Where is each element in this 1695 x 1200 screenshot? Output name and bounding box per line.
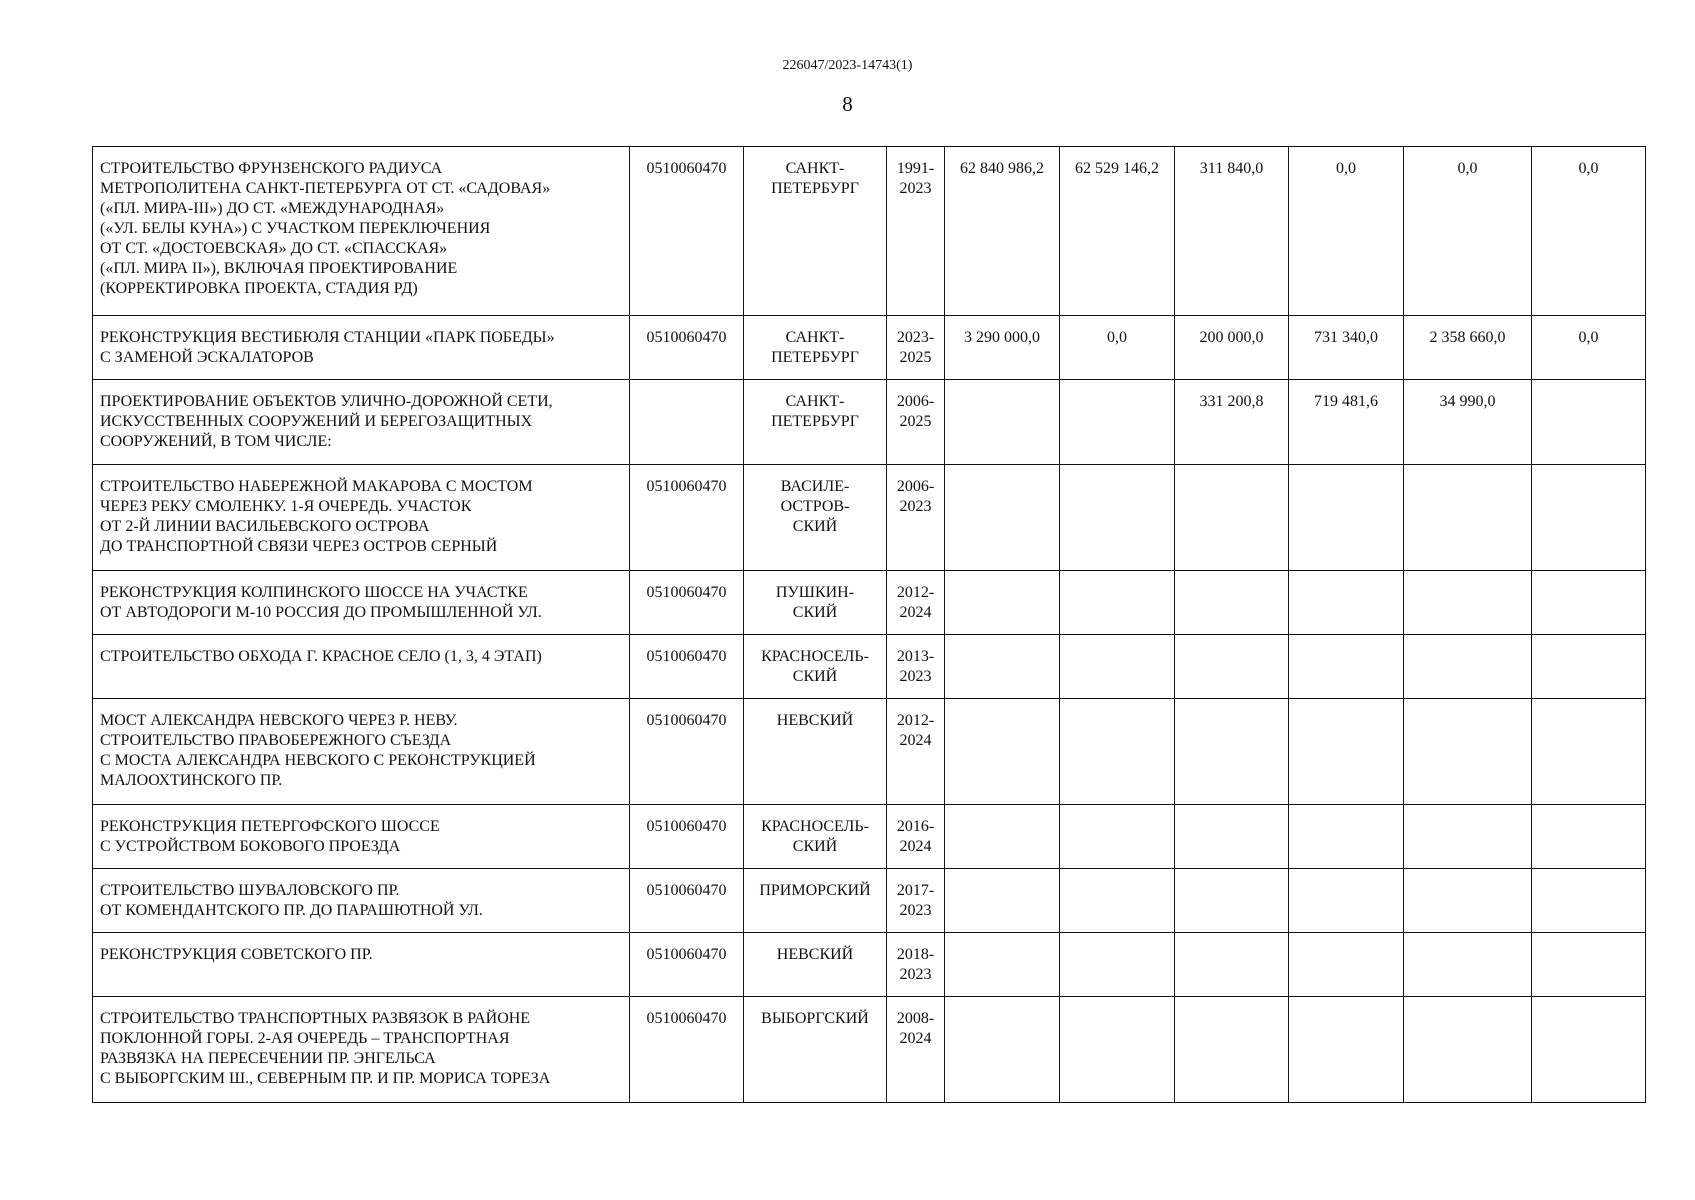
district-cell xyxy=(744,997,887,1103)
funding-2026-cell-text: 0,0 xyxy=(1578,329,1599,346)
budget-code-cell xyxy=(630,635,744,699)
years-cell xyxy=(887,316,945,380)
prior-funding-cell xyxy=(1060,380,1175,465)
years-cell xyxy=(887,380,945,465)
project-name-cell xyxy=(93,635,630,699)
project-name-cell xyxy=(93,933,630,997)
project-name-cell-text: РЕКОНСТРУКЦИЯ ВЕСТИБЮЛЯ СТАНЦИИ «ПАРК ПОБЕДЫ» С ЗАМЕНОЙ ЭСКАЛАТОРОВ xyxy=(100,329,555,366)
prior-funding-cell xyxy=(1060,933,1175,997)
budget-code-cell-text: 0510060470 xyxy=(646,1010,727,1027)
total-cost-cell xyxy=(945,380,1060,465)
funding-2023-cell xyxy=(1175,869,1289,933)
table-row xyxy=(93,699,1646,805)
project-name-cell xyxy=(93,316,630,380)
funding-2024-cell xyxy=(1289,316,1404,380)
funding-2026-cell xyxy=(1532,465,1646,571)
funding-2024-cell xyxy=(1289,805,1404,869)
district-cell xyxy=(744,571,887,635)
budget-code-cell-text: 0510060470 xyxy=(646,818,727,835)
budget-code-cell xyxy=(630,147,744,316)
funding-2023-cell-text: 331 200,8 xyxy=(1199,393,1264,410)
funding-2025-cell xyxy=(1404,635,1532,699)
total-cost-cell xyxy=(945,997,1060,1103)
funding-2026-cell xyxy=(1532,635,1646,699)
years-cell-text: 2018- 2023 xyxy=(896,946,935,983)
project-name-cell xyxy=(93,380,630,465)
district-cell xyxy=(744,147,887,316)
project-name-cell xyxy=(93,997,630,1103)
funding-2024-cell-text: 731 340,0 xyxy=(1314,329,1378,346)
funding-2023-cell xyxy=(1175,997,1289,1103)
funding-2026-cell xyxy=(1532,933,1646,997)
budget-code-cell xyxy=(630,465,744,571)
funding-2023-cell xyxy=(1175,147,1289,316)
funding-2023-cell xyxy=(1175,571,1289,635)
district-cell-text: КРАСНОСЕЛЬ- СКИЙ xyxy=(761,648,869,685)
district-cell xyxy=(744,635,887,699)
funding-2023-cell xyxy=(1175,380,1289,465)
years-cell-text: 2006- 2023 xyxy=(896,478,935,515)
project-name-cell-text: РЕКОНСТРУКЦИЯ ПЕТЕРГОФСКОГО ШОССЕ С УСТРОЙСТВОМ БОКОВОГО ПРОЕЗДА xyxy=(100,818,440,855)
funding-2024-cell xyxy=(1289,635,1404,699)
prior-funding-cell xyxy=(1060,997,1175,1103)
budget-code-cell xyxy=(630,869,744,933)
total-cost-cell xyxy=(945,465,1060,571)
prior-funding-cell xyxy=(1060,571,1175,635)
funding-2023-cell xyxy=(1175,699,1289,805)
funding-2025-cell xyxy=(1404,997,1532,1103)
funding-2023-cell xyxy=(1175,933,1289,997)
budget-code-cell xyxy=(630,805,744,869)
project-name-cell xyxy=(93,699,630,805)
years-cell-text: 1991- 2023 xyxy=(896,160,935,197)
district-cell-text: КРАСНОСЕЛЬ- СКИЙ xyxy=(761,818,869,855)
district-cell-text: САНКТ- ПЕТЕРБУРГ xyxy=(771,393,859,430)
district-cell xyxy=(744,380,887,465)
funding-2024-cell xyxy=(1289,465,1404,571)
total-cost-cell xyxy=(945,635,1060,699)
project-name-cell-text: СТРОИТЕЛЬСТВО ТРАНСПОРТНЫХ РАЗВЯЗОК В РАЙОНЕ ПОКЛОННОЙ ГОРЫ. 2-АЯ ОЧЕРЕДЬ – ТРАНСПОРТНАЯ РАЗВЯЗКА НА ПЕРЕСЕЧЕНИИ ПР. ЭНГЕЛЬСА С ВЫБОРГСКИМ Ш., СЕВЕРНЫМ ПР. И ПР. МОРИСА ТОРЕЗА xyxy=(100,1010,551,1087)
funding-2026-cell xyxy=(1532,571,1646,635)
total-cost-cell xyxy=(945,933,1060,997)
years-cell xyxy=(887,997,945,1103)
district-cell-text: ПУШКИН- СКИЙ xyxy=(775,584,855,621)
project-name-cell-text: СТРОИТЕЛЬСТВО ШУВАЛОВСКОГО ПР. ОТ КОМЕНДАНТСКОГО ПР. ДО ПАРАШЮТНОЙ УЛ. xyxy=(100,882,483,919)
funding-2024-cell xyxy=(1289,933,1404,997)
funding-2025-cell xyxy=(1404,465,1532,571)
funding-2024-cell-text: 0,0 xyxy=(1336,160,1356,177)
years-cell xyxy=(887,869,945,933)
years-cell xyxy=(887,933,945,997)
years-cell-text: 2023- 2025 xyxy=(896,329,935,366)
project-name-cell-text: МОСТ АЛЕКСАНДРА НЕВСКОГО ЧЕРЕЗ Р. НЕВУ. СТРОИТЕЛЬСТВО ПРАВОБЕРЕЖНОГО СЪЕЗДА С МОСТА АЛЕКСАНДРА НЕВСКОГО С РЕКОНСТРУКЦИЕЙ МАЛООХТИНСКОГО ПР. xyxy=(100,712,536,789)
funding-2023-cell xyxy=(1175,635,1289,699)
prior-funding-cell xyxy=(1060,316,1175,380)
table-row xyxy=(93,869,1646,933)
table-row xyxy=(93,933,1646,997)
funding-2024-cell xyxy=(1289,997,1404,1103)
funding-2024-cell xyxy=(1289,869,1404,933)
budget-code-cell xyxy=(630,571,744,635)
years-cell-text: 2012- 2024 xyxy=(896,584,935,621)
page-number: 8 xyxy=(842,92,853,116)
project-name-cell xyxy=(93,869,630,933)
table-row xyxy=(93,805,1646,869)
project-name-cell xyxy=(93,805,630,869)
funding-2023-cell-text: 200 000,0 xyxy=(1199,329,1264,346)
prior-funding-cell xyxy=(1060,147,1175,316)
funding-2026-cell xyxy=(1532,380,1646,465)
table-row xyxy=(93,635,1646,699)
district-cell xyxy=(744,805,887,869)
prior-funding-cell xyxy=(1060,869,1175,933)
table-row xyxy=(93,147,1646,316)
funding-2025-cell xyxy=(1404,869,1532,933)
district-cell-text: САНКТ- ПЕТЕРБУРГ xyxy=(771,329,859,366)
project-name-cell xyxy=(93,147,630,316)
table-row xyxy=(93,465,1646,571)
funding-2025-cell xyxy=(1404,316,1532,380)
total-cost-cell xyxy=(945,869,1060,933)
years-cell xyxy=(887,805,945,869)
table-row xyxy=(93,997,1646,1103)
funding-2025-cell-text: 2 358 660,0 xyxy=(1429,329,1506,346)
years-cell xyxy=(887,465,945,571)
project-name-cell-text: СТРОИТЕЛЬСТВО ОБХОДА Г. КРАСНОЕ СЕЛО (1, 3, 4 ЭТАП) xyxy=(100,648,542,665)
years-cell xyxy=(887,699,945,805)
budget-code-cell-text: 0510060470 xyxy=(646,329,727,346)
district-cell xyxy=(744,869,887,933)
funding-2026-cell xyxy=(1532,805,1646,869)
funding-2025-cell-text: 34 990,0 xyxy=(1439,393,1496,410)
prior-funding-cell xyxy=(1060,699,1175,805)
total-cost-cell-text: 62 840 986,2 xyxy=(960,160,1044,177)
prior-funding-cell xyxy=(1060,465,1175,571)
total-cost-cell xyxy=(945,316,1060,380)
budget-code-cell-text: 0510060470 xyxy=(646,882,727,899)
funding-2026-cell xyxy=(1532,316,1646,380)
table-row xyxy=(93,380,1646,465)
funding-2026-cell xyxy=(1532,699,1646,805)
district-cell xyxy=(744,316,887,380)
budget-code-cell-text: 0510060470 xyxy=(646,478,727,495)
years-cell-text: 2017- 2023 xyxy=(896,882,935,919)
budget-code-cell-text: 0510060470 xyxy=(646,584,727,601)
funding-2023-cell xyxy=(1175,805,1289,869)
prior-funding-cell-text: 62 529 146,2 xyxy=(1075,160,1159,177)
funding-2025-cell xyxy=(1404,147,1532,316)
total-cost-cell xyxy=(945,571,1060,635)
funding-2023-cell xyxy=(1175,316,1289,380)
district-cell xyxy=(744,699,887,805)
prior-funding-cell xyxy=(1060,805,1175,869)
budget-code-cell-text: 0510060470 xyxy=(646,712,727,729)
funding-2025-cell xyxy=(1404,699,1532,805)
district-cell xyxy=(744,933,887,997)
funding-2025-cell xyxy=(1404,571,1532,635)
funding-2026-cell xyxy=(1532,147,1646,316)
investment-table xyxy=(92,146,1646,1103)
funding-2026-cell-text: 0,0 xyxy=(1578,160,1599,177)
years-cell-text: 2013- 2023 xyxy=(896,648,935,685)
funding-2025-cell xyxy=(1404,805,1532,869)
funding-2025-cell xyxy=(1404,380,1532,465)
total-cost-cell xyxy=(945,699,1060,805)
document-id: 226047/2023-14743(1) xyxy=(782,58,913,73)
funding-2024-cell xyxy=(1289,571,1404,635)
district-cell-text: НЕВСКИЙ xyxy=(776,712,854,729)
budget-code-cell-text: 0510060470 xyxy=(646,946,727,963)
district-cell-text: ВАСИЛЕ- ОСТРОВ- СКИЙ xyxy=(780,478,850,535)
budget-code-cell xyxy=(630,699,744,805)
budget-code-cell xyxy=(630,997,744,1103)
project-name-cell-text: РЕКОНСТРУКЦИЯ СОВЕТСКОГО ПР. xyxy=(100,946,373,963)
budget-code-cell xyxy=(630,380,744,465)
years-cell-text: 2008- 2024 xyxy=(896,1010,935,1047)
funding-2025-cell-text: 0,0 xyxy=(1457,160,1478,177)
table-row xyxy=(93,316,1646,380)
total-cost-cell-text: 3 290 000,0 xyxy=(964,329,1040,346)
funding-2025-cell xyxy=(1404,933,1532,997)
total-cost-cell xyxy=(945,805,1060,869)
funding-2026-cell xyxy=(1532,997,1646,1103)
years-cell xyxy=(887,635,945,699)
years-cell-text: 2016- 2024 xyxy=(896,818,935,855)
budget-code-cell-text: 0510060470 xyxy=(646,648,727,665)
budget-code-cell xyxy=(630,933,744,997)
project-name-cell-text: РЕКОНСТРУКЦИЯ КОЛПИНСКОГО ШОССЕ НА УЧАСТКЕ ОТ АВТОДОРОГИ М-10 РОССИЯ ДО ПРОМЫШЛЕННОЙ УЛ. xyxy=(100,584,542,621)
years-cell xyxy=(887,147,945,316)
budget-code-cell-text: 0510060470 xyxy=(646,160,727,177)
funding-2024-cell xyxy=(1289,699,1404,805)
funding-2026-cell xyxy=(1532,869,1646,933)
district-cell xyxy=(744,465,887,571)
project-name-cell-text: СТРОИТЕЛЬСТВО НАБЕРЕЖНОЙ МАКАРОВА С МОСТОМ ЧЕРЕЗ РЕКУ СМОЛЕНКУ. 1-Я ОЧЕРЕДЬ. УЧАСТОК ОТ 2-Й ЛИНИИ ВАСИЛЬЕВСКОГО ОСТРОВА ДО ТРАНСПОРТНОЙ СВЯЗИ ЧЕРЕЗ ОСТРОВ СЕРНЫЙ xyxy=(100,478,533,555)
years-cell-text: 2012- 2024 xyxy=(896,712,935,749)
funding-2023-cell-text: 311 840,0 xyxy=(1199,160,1264,177)
funding-2023-cell xyxy=(1175,465,1289,571)
project-name-cell-text: СТРОИТЕЛЬСТВО ФРУНЗЕНСКОГО РАДИУСА МЕТРОПОЛИТЕНА САНКТ-ПЕТЕРБУРГА ОТ СТ. «САДОВАЯ» («ПЛ. МИРА-III») ДО СТ. «МЕЖДУНАРОДНАЯ» («УЛ. БЕЛЫ КУНА») С УЧАСТКОМ ПЕРЕКЛЮЧЕНИЯ ОТ СТ. «ДОСТОЕВСКАЯ» ДО СТ. «СПАССКАЯ» («ПЛ. МИРА II»), ВКЛЮЧАЯ ПРОЕКТИРОВАНИЕ (КОРРЕКТИРОВКА ПРОЕКТА, СТАДИЯ РД) xyxy=(100,160,551,297)
district-cell-text: ВЫБОРГСКИЙ xyxy=(761,1010,869,1027)
project-name-cell xyxy=(93,465,630,571)
funding-2024-cell xyxy=(1289,147,1404,316)
funding-2024-cell xyxy=(1289,380,1404,465)
district-cell-text: САНКТ- ПЕТЕРБУРГ xyxy=(771,160,859,197)
funding-2024-cell-text: 719 481,6 xyxy=(1314,393,1378,410)
table-row xyxy=(93,571,1646,635)
prior-funding-cell xyxy=(1060,635,1175,699)
years-cell xyxy=(887,571,945,635)
district-cell-text: ПРИМОРСКИЙ xyxy=(759,882,871,899)
project-name-cell-text: ПРОЕКТИРОВАНИЕ ОБЪЕКТОВ УЛИЧНО-ДОРОЖНОЙ СЕТИ, ИСКУССТВЕННЫХ СООРУЖЕНИЙ И БЕРЕГОЗАЩИТНЫХ СООРУЖЕНИЙ, В ТОМ ЧИСЛЕ: xyxy=(100,393,553,450)
years-cell-text: 2006- 2025 xyxy=(896,393,935,430)
prior-funding-cell-text: 0,0 xyxy=(1107,329,1127,346)
budget-code-cell xyxy=(630,316,744,380)
district-cell-text: НЕВСКИЙ xyxy=(776,946,854,963)
total-cost-cell xyxy=(945,147,1060,316)
project-name-cell xyxy=(93,571,630,635)
